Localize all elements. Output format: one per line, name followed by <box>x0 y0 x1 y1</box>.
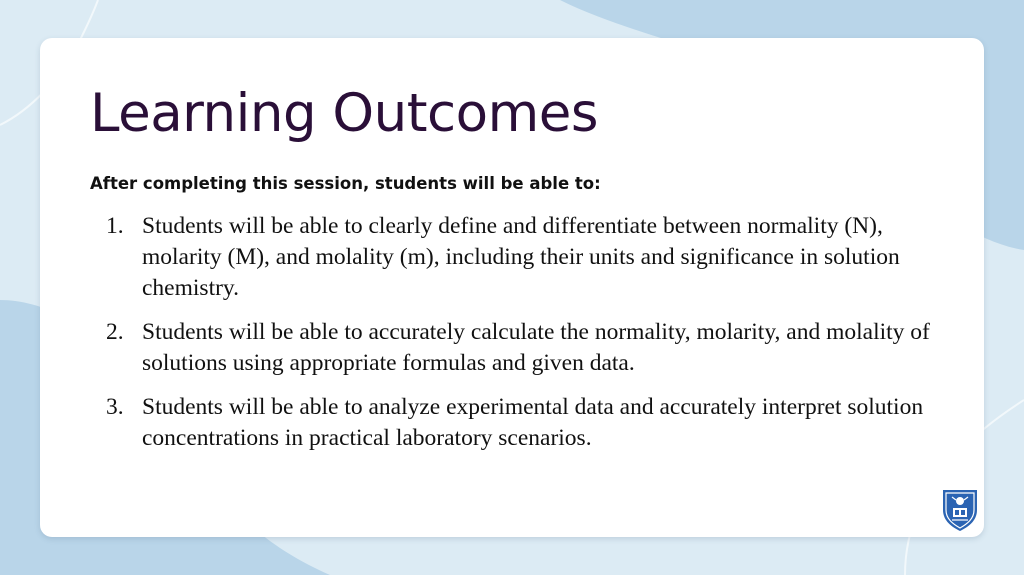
learning-outcomes-list <box>106 211 936 467</box>
list-item-number: 1. <box>106 213 124 239</box>
university-crest-icon <box>940 486 980 532</box>
list-item-number: 3. <box>106 394 124 420</box>
list-item-text: Students will be able to accurately calculate the normality, molarity, and molality of solutions using appropriate formulas and given data. <box>142 319 930 376</box>
list-item <box>106 317 936 379</box>
slide-subtitle: After completing this session, students will be able to: <box>90 174 601 193</box>
slide-card <box>40 38 984 537</box>
list-item-text: Students will be able to clearly define and differentiate between normality (N), molarity (M), and molality (m), including their units and significance in solution chemistry. <box>142 213 900 301</box>
slide-title: Learning Outcomes <box>90 83 598 144</box>
list-item <box>106 392 936 454</box>
list-item <box>106 211 936 304</box>
list-item-number: 2. <box>106 319 124 345</box>
list-item-text: Students will be able to analyze experimental data and accurately interpret solution concentrations in practical laboratory scenarios. <box>142 394 924 451</box>
